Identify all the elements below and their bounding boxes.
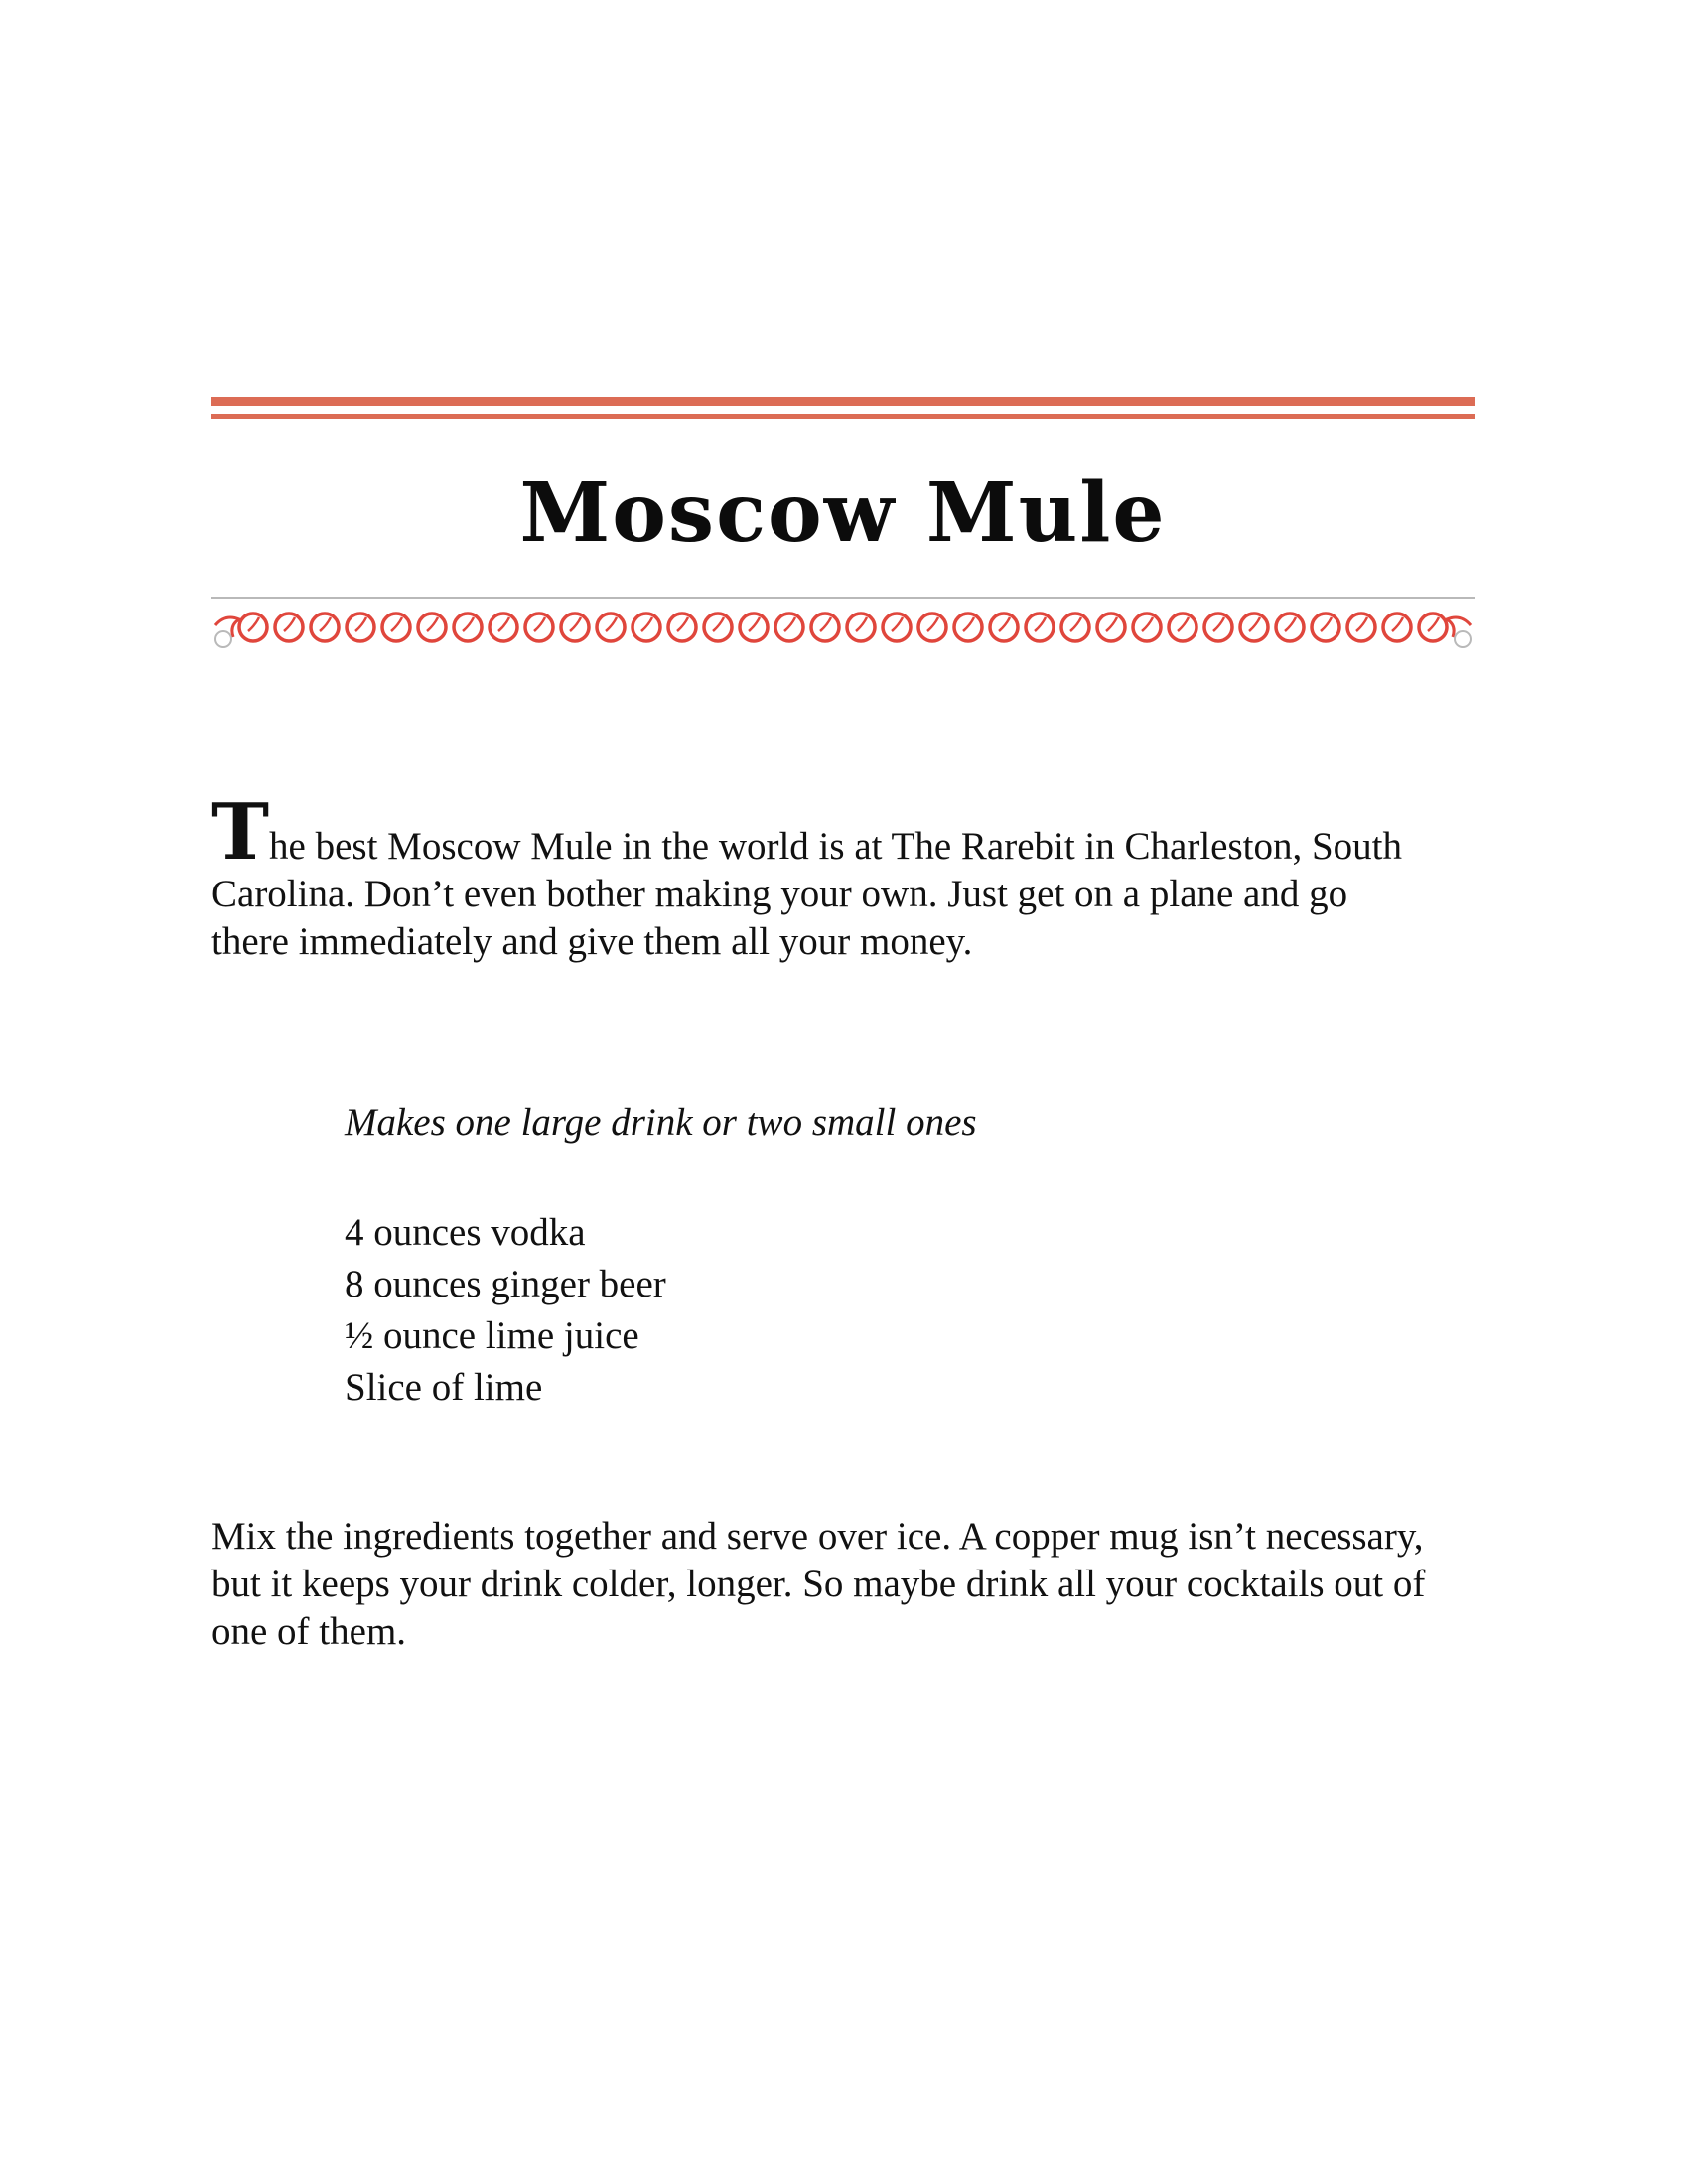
- ornament-flourish: [355, 617, 366, 631]
- ornament-flourish: [570, 617, 581, 631]
- ornament-flourish: [1142, 617, 1153, 631]
- header-rule-thin: [211, 414, 1475, 419]
- ornament-flourish: [606, 617, 617, 631]
- ornament-flourish: [498, 617, 509, 631]
- ornament-left-curl: [215, 631, 231, 647]
- ornament-left-end: [215, 617, 239, 637]
- ornament-flourish: [641, 617, 652, 631]
- ornament-flourish: [1356, 617, 1367, 631]
- ingredient-item: 8 ounces ginger beer: [345, 1263, 666, 1305]
- ingredient-list: [345, 1207, 666, 1414]
- ingredient-item: 4 ounces vodka: [345, 1211, 586, 1254]
- recipe-yield: Makes one large drink or two small ones: [345, 1101, 977, 1144]
- ornament-flourish: [1178, 617, 1189, 631]
- ornament-right-curl: [1455, 631, 1471, 647]
- ornament-flourish: [1249, 617, 1260, 631]
- ornament-flourish: [963, 617, 974, 631]
- ornament-flourish: [427, 617, 438, 631]
- ornament-flourish: [856, 617, 867, 631]
- ingredient-item: ½ ounce lime juice: [345, 1314, 639, 1357]
- ornament-flourish: [784, 617, 795, 631]
- ornament-flourish: [284, 617, 295, 631]
- ornament-flourish: [1106, 617, 1117, 631]
- ornament-flourish: [534, 617, 545, 631]
- ornament-flourish: [1321, 617, 1332, 631]
- ornament-flourish: [463, 617, 474, 631]
- ornament-flourish: [892, 617, 903, 631]
- ornament-flourish: [1428, 617, 1439, 631]
- ornament-flourish: [713, 617, 724, 631]
- ornament-flourish: [927, 617, 938, 631]
- ornament-flourish: [1035, 617, 1046, 631]
- ornament-flourish: [1285, 617, 1296, 631]
- header-rule-thick: [211, 397, 1475, 406]
- ornament-flourish: [999, 617, 1010, 631]
- drop-cap: T: [211, 787, 270, 878]
- ingredient-item: Slice of lime: [345, 1366, 543, 1409]
- ornament-flourish: [320, 617, 331, 631]
- ornament-flourish: [1392, 617, 1403, 631]
- method-paragraph: Mix the ingredients together and serve over ice. A copper mug isn’t necessary, but it keeps your drink colder, longer. So maybe drink all your cocktails out of one of them.: [211, 1515, 1426, 1653]
- ornament-flourish: [749, 617, 760, 631]
- ornament-flourish: [1213, 617, 1224, 631]
- ornament-flourish: [248, 617, 259, 631]
- ornament-flourish: [391, 617, 402, 631]
- recipe-title: Moscow Mule: [519, 466, 1167, 561]
- intro-text: he best Moscow Mule in the world is at The Rarebit in Charleston, South Carolina. Don’t even bother making your own. Just get on a plane and go there immediately and give them all your money.: [211, 825, 1403, 963]
- ornament-flourish: [820, 617, 831, 631]
- ornament-flourish: [677, 617, 688, 631]
- ornament-right-end: [1447, 617, 1471, 637]
- ornament-flourish: [1070, 617, 1081, 631]
- decorative-border: [211, 596, 1475, 653]
- intro-paragraph: [211, 787, 1433, 966]
